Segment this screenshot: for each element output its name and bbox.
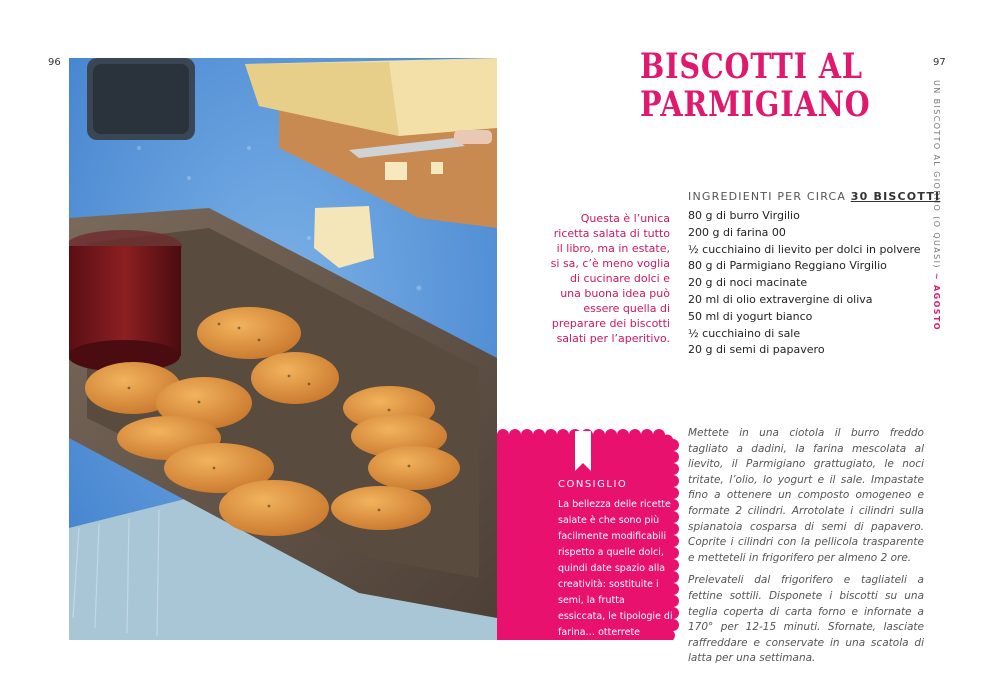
ingredient-item: ½ cucchiaino di lievito per dolci in polvere [688,242,921,256]
ingredients-heading [688,190,940,203]
ingredient-item: 20 ml di olio extravergine di oliva [688,292,873,306]
method-text [688,426,924,674]
running-head-month: AGOSTO [932,285,941,332]
running-head-separator: ~ [932,272,941,282]
tip-heading: CONSIGLIO [558,479,628,490]
ingredient-item: ½ cucchiaino di sale [688,326,801,340]
intro-text: Questa è l’unica ricetta salata di tutto il libro, ma in estate, si sa, c’è meno voglia di cucinare dolci e una buona idea può essere quella di preparare dei biscotti salati per l’aperitivo. [550,212,670,345]
ingredient-item: 80 g di Parmigiano Reggiano Virgilio [688,259,887,273]
method-paragraph-2: Prelevateli dal frigorifero e tagliateli a fettine sottili. Disponete i biscotti su una teglia coperta di carta forno e infornate a 170° per 12-15 minuti. Sfornate, lasciate raffreddare e conservate in una scatola di latta per una settimana. [688,574,924,665]
ingredients-yield: 30 BISCOTTI [850,190,941,203]
method-paragraph-1: Mettete in una ciotola il burro freddo tagliato a dadini, la farina mescolata al lievito, il Parmigiano grattugiato, le noci tritate, l’olio, lo yogurt e il sale. Impastate fino a ottenere un composto omogeneo e formate 2 cilindri. Arrotolate i cilindri sulla spianatoia cosparsa di semi di papavero. Coprite i cilindri con la pellicola trasparente e metteteli in frigorifero per almeno 2 ore. [688,427,924,564]
recipe-photo [69,58,497,640]
ingredients-heading-label: INGREDIENTI PER CIRCA [688,190,847,203]
ingredient-item: 200 g di farina 00 [688,225,786,239]
tip-text: La bellezza delle ricette salate è che sono più facilmente modificabili rispetto a quelle dolci, quindi date spazio alla creatività: sostituite i semi, la frutta essiccata, le tipologie di farina… otterrete sempre un successo. [558,499,673,654]
recipe-title [640,46,871,125]
running-head [927,80,945,332]
running-head-book: UN BISCOTTO AL GIORNO (O QUASI) [932,80,941,269]
ingredient-item: 80 g di burro Virgilio [688,209,800,222]
ingredient-item: 20 g di semi di papavero [688,343,825,357]
recipe-title-line2: PARMIGIANO [640,84,871,125]
recipe-title-line1: BISCOTTI AL [640,46,863,87]
page-number-left: 96 [48,57,61,68]
ingredient-item: 50 ml di yogurt bianco [688,309,813,323]
page-number-right: 97 [933,57,946,68]
ingredient-item: 20 g di noci macinate [688,276,808,290]
ingredients-list [688,208,921,359]
